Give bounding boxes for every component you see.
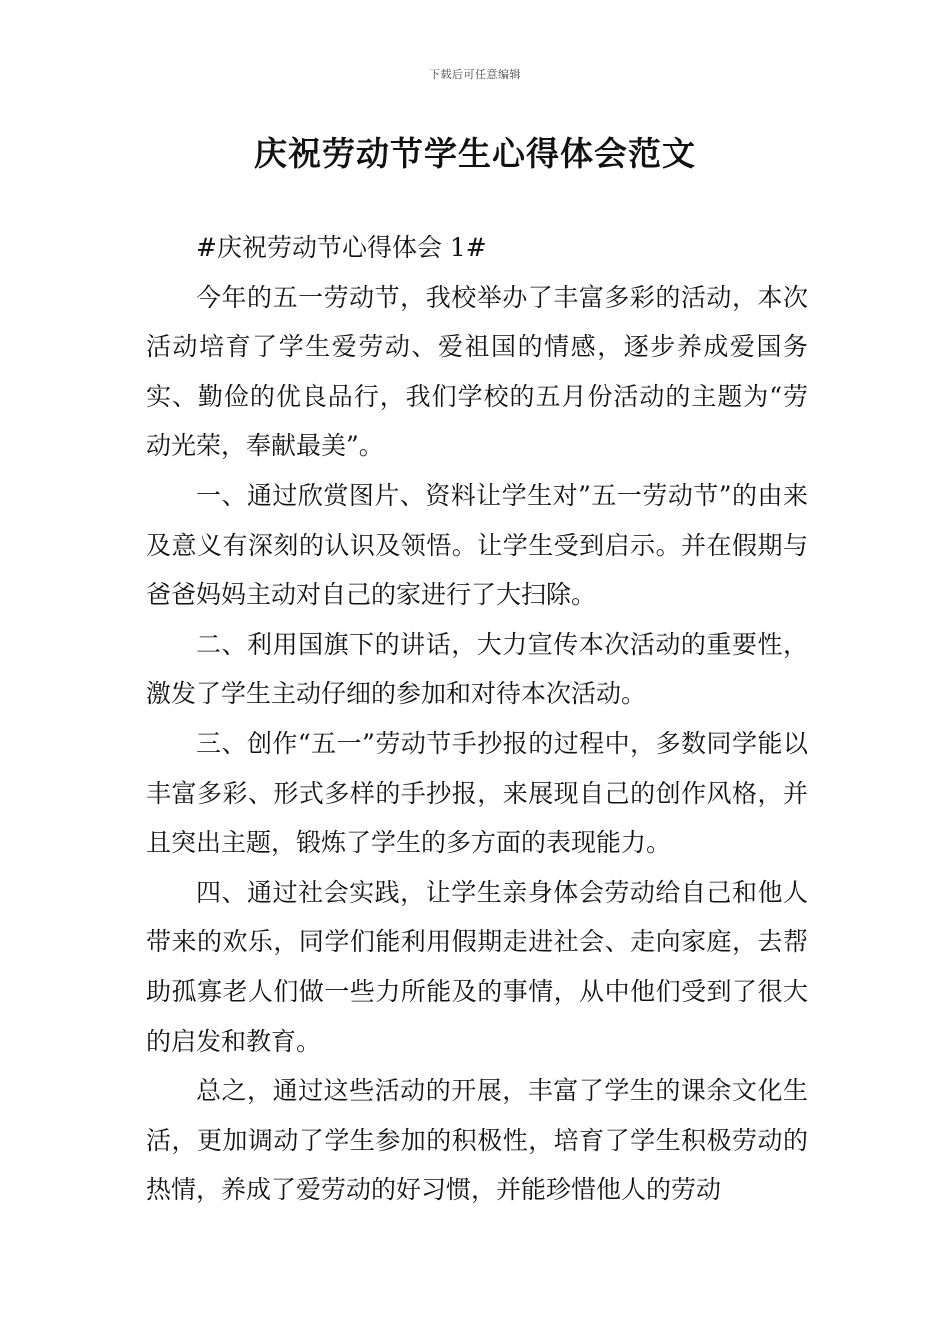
paragraph: 今年的五一劳动节，我校举办了丰富多彩的活动，本次活动培育了学生爱劳动、爱祖国的情感，逐步养成爱国务实、勤俭的优良品行，我们学校的五月份活动的主题为“劳动光荣，奉献最美”。 [146, 282, 808, 461]
paragraph: 一、通过欣赏图片、资料让学生对”五一劳动节”的由来及意义有深刻的认识及领悟。让学生受到启示。并在假期与爸爸妈妈主动对自己的家进行了大扫除。 [146, 480, 808, 610]
section-heading: #庆祝劳动节心得体会 1# [196, 233, 487, 262]
paragraph: 四、通过社会实践，让学生亲身体会劳动给自己和他人带来的欢乐，同学们能利用假期走进社会、走向家庭，去帮助孤寡老人们做一些力所能及的事情，从中他们受到了很大的启发和教育。 [146, 877, 808, 1056]
paragraph: 三、创作“五一”劳动节手抄报的过程中，多数同学能以丰富多彩、形式多样的手抄报，来展现自己的创作风格，并且突出主题，锻炼了学生的多方面的表现能力。 [146, 728, 808, 858]
paragraph: 二、利用国旗下的讲话，大力宣传本次活动的重要性，激发了学生主动仔细的参加和对待本次活动。 [146, 629, 808, 709]
document-body [146, 223, 808, 1215]
header-note: 下载后可任意编辑 [429, 68, 521, 81]
paragraph: 总之，通过这些活动的开展，丰富了学生的课余文化生活，更加调动了学生参加的积极性，培育了学生积极劳动的热情，养成了爱劳动的好习惯，并能珍惜他人的劳动 [146, 1076, 808, 1205]
document-title: 庆祝劳动节学生心得体会范文 [254, 134, 696, 173]
